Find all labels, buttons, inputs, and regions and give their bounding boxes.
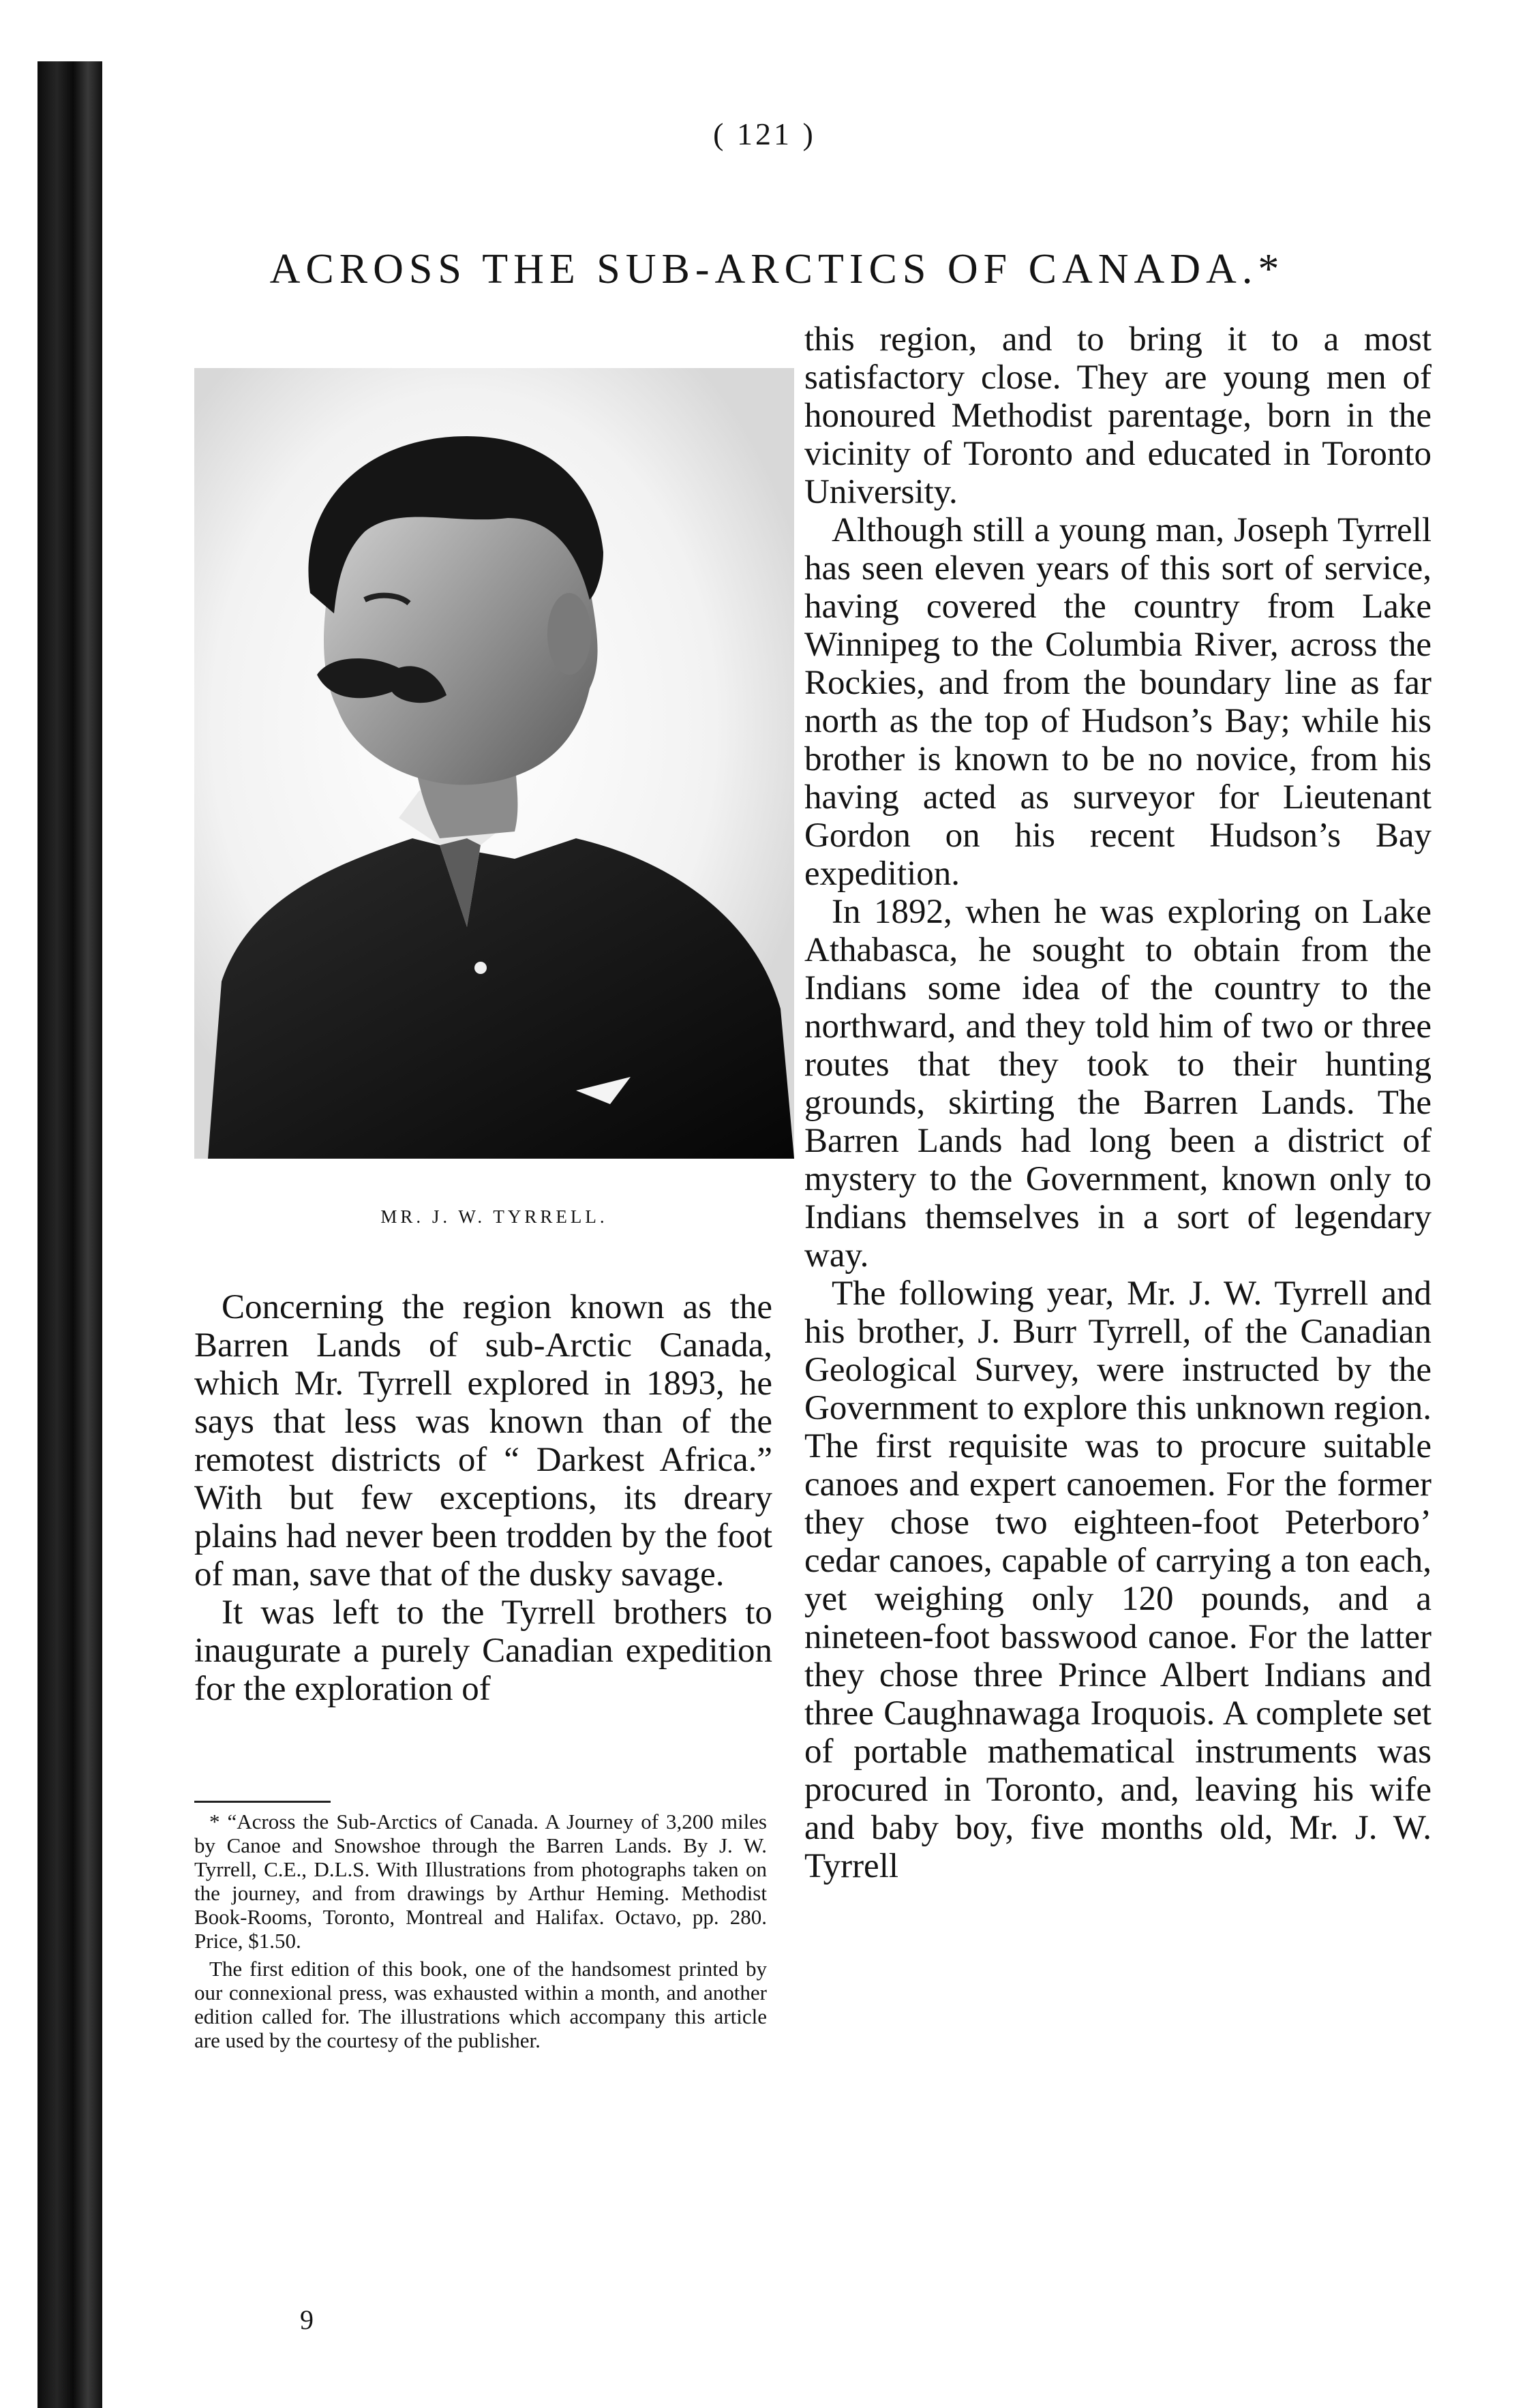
paragraph: In 1892, when he was exploring on Lake Athabasca, he sought to obtain from the Indians some idea of the country to the northward, and they told him of two or three routes that they took to their hunting grounds, skirting the Barren Lands. The Barren Lands had long been a district of mystery to the Government, known only to Indians themselves in a sort of legendary way.	[804, 893, 1432, 1275]
portrait-caption: MR. J. W. TYRRELL.	[380, 1206, 608, 1227]
paragraph: The following year, Mr. J. W. Tyrrell and his brother, J. Burr Tyrrell, of the Canadian Geological Survey, were instructed by the Government to explore this unknown region. The first requisite was to procure suitable canoes and expert canoemen. For the former they chose two eighteen-foot Peterboro’ cedar canoes, capable of carrying a ton each, yet weighing only 120 pounds, and a nineteen-foot basswood canoe. For the latter they chose three Prince Albert Indians and three Caughnawaga Iroquois. A complete set of portable mathematical instruments was procured in Toronto, and, leaving his wife and baby boy, five months old, Mr. J. W. Tyrrell	[804, 1275, 1432, 1885]
paragraph: Although still a young man, Joseph Tyrrell has seen eleven years of this sort of service, having covered the country from Lake Winnipeg to the Columbia River, across the Rockies, and from the boundary line as far north as the top of Hudson’s Bay; while his brother is known to be no novice, from his having acted as surveyor for Lieutenant Gordon on his recent Hudson’s Bay expedition.	[804, 511, 1432, 893]
right-column-text	[804, 320, 1432, 1885]
paragraph: Concerning the region known as the Barren Lands of sub-Arctic Canada, which Mr. Tyrrell explored in 1893, he says that less was known than of the remotest districts of “ Darkest Africa.” With but few exceptions, its dreary plains had never been trodden by the foot of man, save that of the dusky savage.	[194, 1288, 772, 1594]
article-title: ACROSS THE SUB-ARCTICS OF CANADA.*	[269, 246, 1285, 292]
signature-mark: 9	[300, 2304, 314, 2335]
paragraph: It was left to the Tyrrell brothers to inaugurate a purely Canadian expedition for the exploration of	[194, 1594, 772, 1708]
footnote-rule	[194, 1801, 331, 1803]
portrait-photo	[194, 368, 794, 1159]
page-binding-edge	[37, 61, 102, 2408]
footnote: * “Across the Sub-Arctics of Canada. A Journey of 3,200 miles by Canoe and Snowshoe through the Barren Lands. By J. W. Tyrrell, C.E., D.L.S. With Illustrations from photographs taken on the journey, and from drawings by Arthur Heming. Methodist Book-Rooms, Toronto, Montreal and Halifax. Octavo, pp. 280. Price, $1.50.	[194, 1810, 767, 1953]
left-column-text	[194, 1288, 772, 1708]
footnotes	[194, 1810, 767, 2056]
page-number: ( 121 )	[713, 117, 816, 151]
footnote: The first edition of this book, one of the handsomest printed by our connexional press, was exhausted within a month, and another edition called for. The illustrations which accompany this article are used by the courtesy of the publisher.	[194, 1957, 767, 2052]
paragraph: this region, and to bring it to a most satisfactory close. They are young men of honoured Methodist parentage, born in the vicinity of Toronto and educated in Toronto University.	[804, 320, 1432, 511]
